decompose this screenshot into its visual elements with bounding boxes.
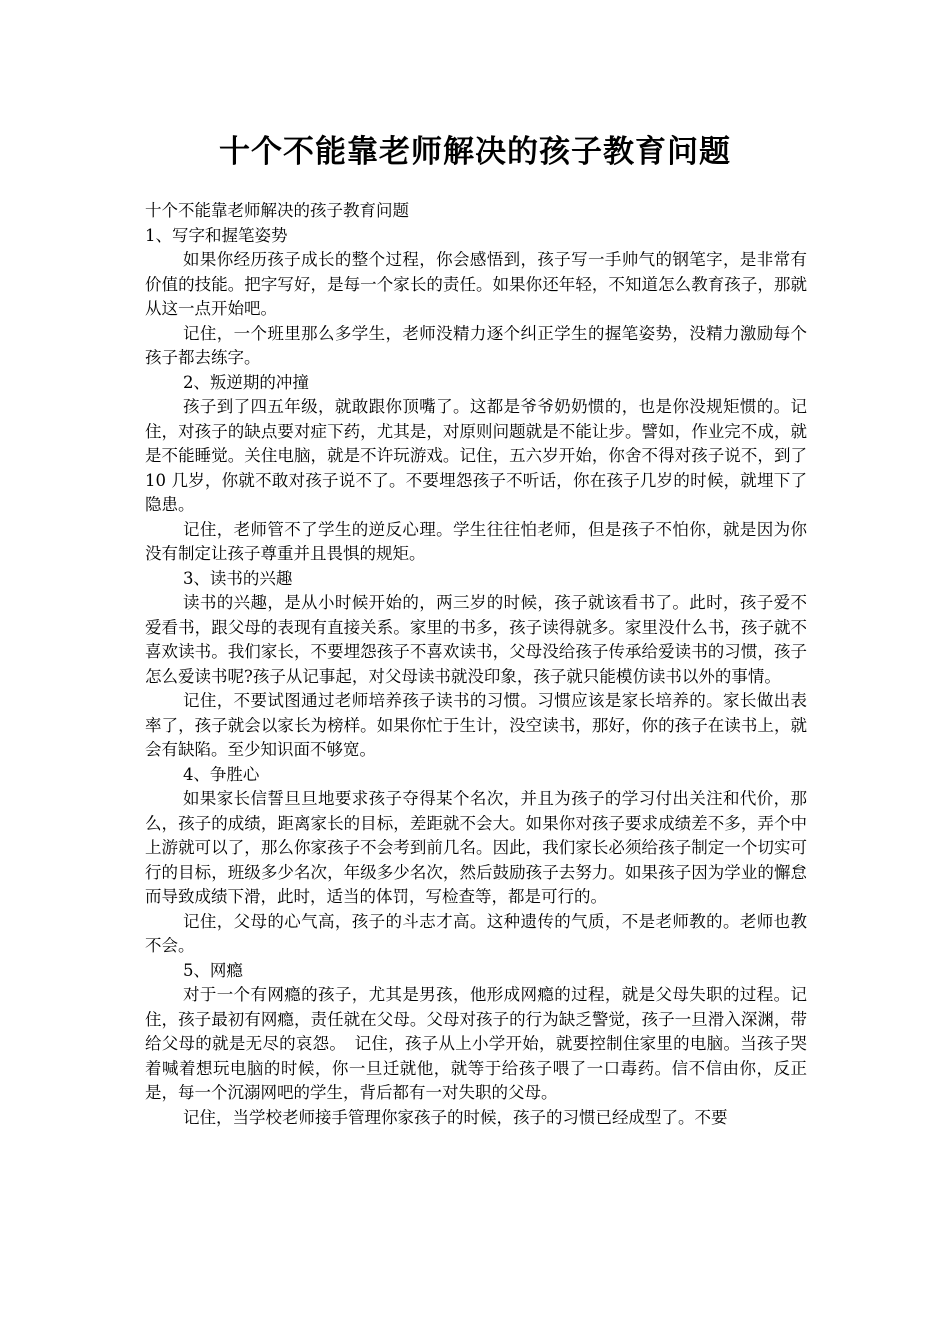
section-heading-5: 5、网瘾 bbox=[182, 960, 243, 980]
paragraph: 如果你经历孩子成长的整个过程，你会感悟到，孩子写一手帅气的钢笔字，是非常有价值的技能。把字写好，是每一个家长的责任。如果你还年轻，不知道怎么教育孩子，那就从这一点开始吧。 bbox=[145, 250, 807, 318]
paragraph: 如果家长信誓旦旦地要求孩子夺得某个名次，并且为孩子的学习付出关注和代价，那么，孩子的成绩，距离家长的目标，差距就不会大。如果你对孩子要求成绩差不多，弄个中上游就可以了，那么你家孩子不会考到前几名。因此，我们家长必须给孩子制定一个切实可行的目标，班级多少名次，年级多少名次，然后鼓励孩子去努力。如果孩子因为学业的懈怠而导致成绩下滑，此时，适当的体罚，写检查等，都是可行的。 bbox=[145, 789, 807, 906]
paragraph: 记住，当学校老师接手管理你家孩子的时候，孩子的习惯已经成型了。不要 bbox=[182, 1107, 728, 1127]
paragraph: 记住，一个班里那么多学生，老师没精力逐个纠正学生的握笔姿势，没精力激励每个孩子都去练字。 bbox=[145, 323, 807, 367]
paragraph: 记住，不要试图通过老师培养孩子读书的习惯。习惯应该是家长培养的。家长做出表率了，孩子就会以家长为榜样。如果你忙于生计，没空读书，那好，你的孩子在读书上，就会有缺陷。至少知识面不够宽。 bbox=[145, 691, 807, 759]
section-heading-2: 2、叛逆期的冲撞 bbox=[182, 372, 309, 392]
section-heading-3: 3、读书的兴趣 bbox=[182, 568, 293, 588]
section-heading-1: 1、写字和握笔姿势 bbox=[145, 225, 288, 245]
subtitle-paragraph: 十个不能靠老师解决的孩子教育问题 bbox=[145, 201, 409, 220]
paragraph: 孩子到了四五年级，就敢跟你顶嘴了。这都是爷爷奶奶惯的，也是你没规矩惯的。记住，对孩子的缺点要对症下药，尤其是，对原则问题就是不能让步。譬如，作业完不成，就是不能睡觉。关住电脑，就是不许玩游戏。记住，五六岁开始，你舍不得对孩子说不，到了 10 几岁，你就不敢对孩子说不了。不要埋怨孩子不听话，你在孩子几岁的时候，就埋下了隐患。 bbox=[145, 397, 807, 514]
document-title: 十个不能靠老师解决的孩子教育问题 bbox=[219, 134, 731, 170]
paragraph: 读书的兴趣，是从小时候开始的，两三岁的时候，孩子就该看书了。此时，孩子爱不爱看书，跟父母的表现有直接关系。家里的书多，孩子读得就多。家里没什么书，孩子就不喜欢读书。我们家长，不要埋怨孩子不喜欢读书，父母没给孩子传承给爱读书的习惯，孩子怎么爱读书呢?孩子从记事起，对父母读书就没印象，孩子就只能模仿读书以外的事情。 bbox=[145, 593, 807, 686]
paragraph: 对于一个有网瘾的孩子，尤其是男孩，他形成网瘾的过程，就是父母失职的过程。记住，孩子最初有网瘾，责任就在父母。父母对孩子的行为缺乏警觉，孩子一旦滑入深渊，带给父母的就是无尽的哀怨。 记住，孩子从上小学开始，就要控制住家里的电脑。当孩子哭着喊着想玩电脑的时候，你一旦迁就他，就等于给孩子喂了一口毒药。信不信由你，反正是，每一个沉溺网吧的学生，背后都有一对失职的父母。 bbox=[145, 985, 807, 1102]
section-heading-4: 4、争胜心 bbox=[182, 764, 260, 784]
paragraph: 记住，老师管不了学生的逆反心理。学生往往怕老师，但是孩子不怕你，就是因为你没有制定让孩子尊重并且畏惧的规矩。 bbox=[145, 519, 807, 563]
document-body bbox=[145, 199, 807, 1130]
paragraph: 记住，父母的心气高，孩子的斗志才高。这种遗传的气质，不是老师教的。老师也教不会。 bbox=[145, 911, 807, 955]
